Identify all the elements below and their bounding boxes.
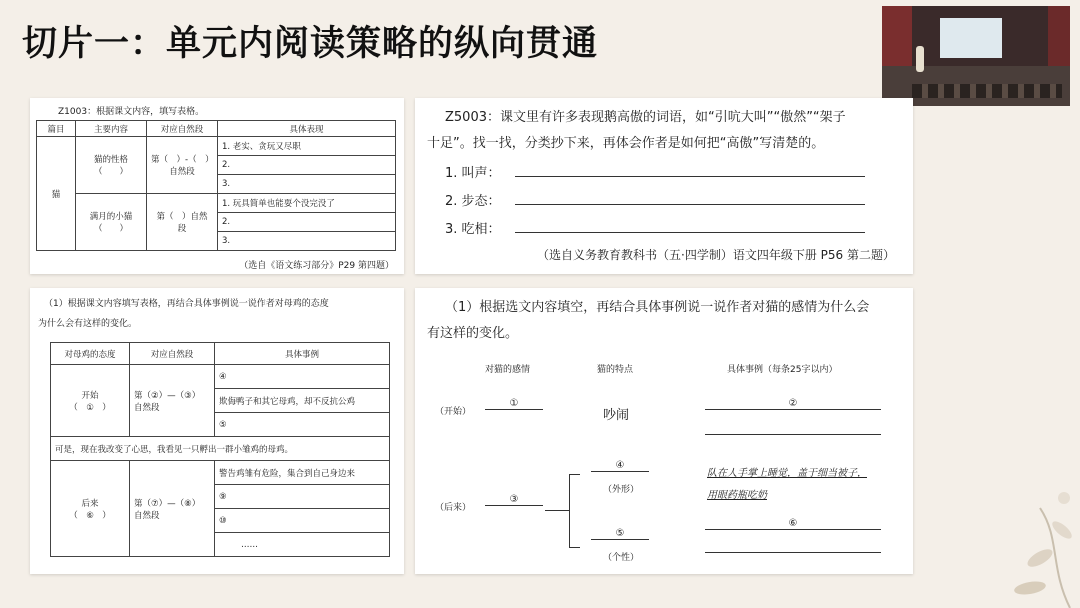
z1003-row1-para [147, 137, 218, 194]
z1003-row1-content [76, 137, 147, 194]
cat-col-trait: 猫的特点 [597, 365, 634, 375]
video-projection-screen [940, 18, 1002, 58]
cat-blank-4[interactable]: ④ [591, 460, 649, 472]
cat-trait-1: 吵闹 [603, 408, 630, 423]
hen-table [50, 342, 390, 557]
hen-header-para: 对应自然段 [130, 343, 215, 365]
hen-start-para [130, 365, 215, 437]
panel-z1003 [30, 98, 404, 274]
video-presenter [916, 46, 924, 72]
z1003-row2-content-text: 满月的小猫 [89, 212, 133, 222]
z1003-row1-item[interactable]: 1. 老实、贪玩又尽职 [218, 137, 396, 156]
z5003-source: （选自义务教育教科书（五·四学制）语文四年级下册 P56 第二题） [537, 248, 895, 262]
cat-blank-1[interactable]: ① [485, 398, 543, 410]
z1003-row2-para-text[interactable]: 第（ ）自然 [156, 212, 208, 222]
z1003-row1-item[interactable]: 2. [218, 156, 396, 175]
cat-start-label: （开始） [435, 407, 472, 417]
cat-blank-6[interactable]: ⑥ [705, 518, 881, 530]
z1003-row2-blank[interactable]: （ ） [93, 224, 128, 234]
cat-example-line2: 用眼药瓶吃奶 [707, 490, 767, 501]
cat-blank-2[interactable]: ② [705, 398, 881, 410]
cat-col-feeling: 对猫的感情 [485, 365, 531, 375]
z5003-prompt-line2: 十足”。找一找，分类抄下来，再体会作者是如何把“高傲”写清楚的。 [427, 136, 825, 151]
panel-z5003 [415, 98, 913, 274]
hen-later-blank[interactable]: （ ⑥ ） [69, 510, 111, 521]
hen-later-item[interactable]: ⑨ [215, 485, 390, 509]
hen-start-item: 欺侮鸭子和其它母鸡，却不反抗公鸡 [215, 389, 390, 413]
z1003-source: （选自《语文练习部分》P29 第四题） [239, 261, 394, 271]
hen-header-attitude: 对母鸡的态度 [51, 343, 130, 365]
z1003-article: 猫 [37, 137, 76, 251]
cat-example-line1: 队在人手掌上睡觉，盖于细当被子， [707, 468, 867, 479]
z5003-item-eating [445, 218, 865, 237]
z5003-prompt-line1: Z5003：课文里有许多表现鹅高傲的词语，如“引吭大叫”“傲然”“架子 [445, 110, 846, 125]
z5003-item-eating-label: 3. 吃相： [445, 222, 501, 237]
cat-personality-label: （个性） [603, 553, 640, 563]
panel-cat [415, 288, 913, 574]
hen-start-item[interactable]: ⑤ [215, 413, 390, 437]
hen-start-para-text[interactable]: 第（②）—（③） [134, 390, 201, 401]
hen-later-item: 警告鸡雏有危险，集合到自己身边来 [215, 461, 390, 485]
z1003-row1-para-text[interactable]: 第（ ）-（ ） [151, 155, 214, 165]
hen-middle-text: 可是，现在我改变了心思，我看见一只孵出一群小雏鸡的母鸡。 [51, 437, 390, 461]
z1003-table [36, 120, 396, 251]
hen-later-para-suffix: 自然段 [134, 510, 160, 521]
z5003-item-gait [445, 190, 865, 209]
floral-decoration [990, 438, 1080, 608]
hen-prompt-line2: 为什么会有这样的变化。 [38, 319, 138, 329]
z1003-row1-blank[interactable]: （ ） [93, 167, 128, 177]
cat-prompt-line2: 有这样的变化。 [427, 326, 519, 341]
z1003-header-detail: 具体表现 [218, 121, 396, 137]
z1003-header-content: 主要内容 [76, 121, 147, 137]
z5003-item-sound [445, 162, 865, 181]
z1003-row2-item[interactable]: 1. 玩具简单也能耍个没完没了 [218, 194, 396, 213]
hen-later [51, 461, 130, 557]
hen-later-para [130, 461, 215, 557]
z1003-row1-para-suffix: 自然段 [169, 167, 195, 177]
hen-start-para-suffix: 自然段 [134, 402, 160, 413]
z1003-header-article: 篇目 [37, 121, 76, 137]
z5003-item-sound-label: 1. 叫声： [445, 166, 501, 181]
hen-prompt-line1: （1）根据课文内容填写表格，再结合具体事例说一说作者对母鸡的态度 [44, 299, 329, 309]
z1003-row2-content [76, 194, 147, 251]
cat-prompt-line1: （1）根据选文内容填空，再结合具体事例说一说作者对猫的感情为什么会 [445, 300, 870, 315]
z5003-item-eating-blank[interactable] [515, 232, 865, 233]
z1003-row2-item[interactable]: 2. [218, 213, 396, 232]
cat-later-label: （后来） [435, 503, 472, 513]
video-audience-heads [912, 84, 1062, 98]
cat-col-example: 具体事例（每条25字以内） [727, 365, 838, 375]
cat-blank-3[interactable]: ③ [485, 494, 543, 506]
hen-later-item: …… [215, 533, 390, 557]
cat-blank-2-extra-line[interactable] [705, 434, 881, 435]
z1003-row1-content-text: 猫的性格 [93, 155, 128, 165]
z5003-item-sound-blank[interactable] [515, 176, 865, 177]
z1003-prompt: Z1003：根据课文内容，填写表格。 [58, 107, 205, 117]
hen-later-item[interactable]: ⑩ [215, 509, 390, 533]
cat-appearance-label: （外形） [603, 485, 640, 495]
hen-header-detail: 具体事例 [215, 343, 390, 365]
cat-blank-6-extra-line[interactable] [705, 552, 881, 553]
page-title: 切片一：单元内阅读策略的纵向贯通 [22, 24, 599, 64]
z5003-item-gait-label: 2. 步态： [445, 194, 501, 209]
z1003-header-para: 对应自然段 [147, 121, 218, 137]
z1003-row1-item[interactable]: 3. [218, 175, 396, 194]
hen-start [51, 365, 130, 437]
hen-later-label: 后来 [81, 498, 99, 509]
z1003-row2-item[interactable]: 3. [218, 232, 396, 251]
cat-connector-line [545, 510, 569, 511]
z5003-item-gait-blank[interactable] [515, 204, 865, 205]
hen-start-blank[interactable]: （ ① ） [69, 402, 111, 413]
hen-later-para-text[interactable]: 第（⑦）—（⑧） [134, 498, 201, 509]
z1003-row2-para [147, 194, 218, 251]
panel-hen [30, 288, 404, 574]
z1003-row2-para-suffix: 段 [177, 224, 187, 234]
cat-brace [569, 474, 580, 548]
cat-blank-5[interactable]: ⑤ [591, 528, 649, 540]
presenter-video [882, 6, 1070, 106]
hen-start-item[interactable]: ④ [215, 365, 390, 389]
hen-start-label: 开始 [81, 390, 99, 401]
